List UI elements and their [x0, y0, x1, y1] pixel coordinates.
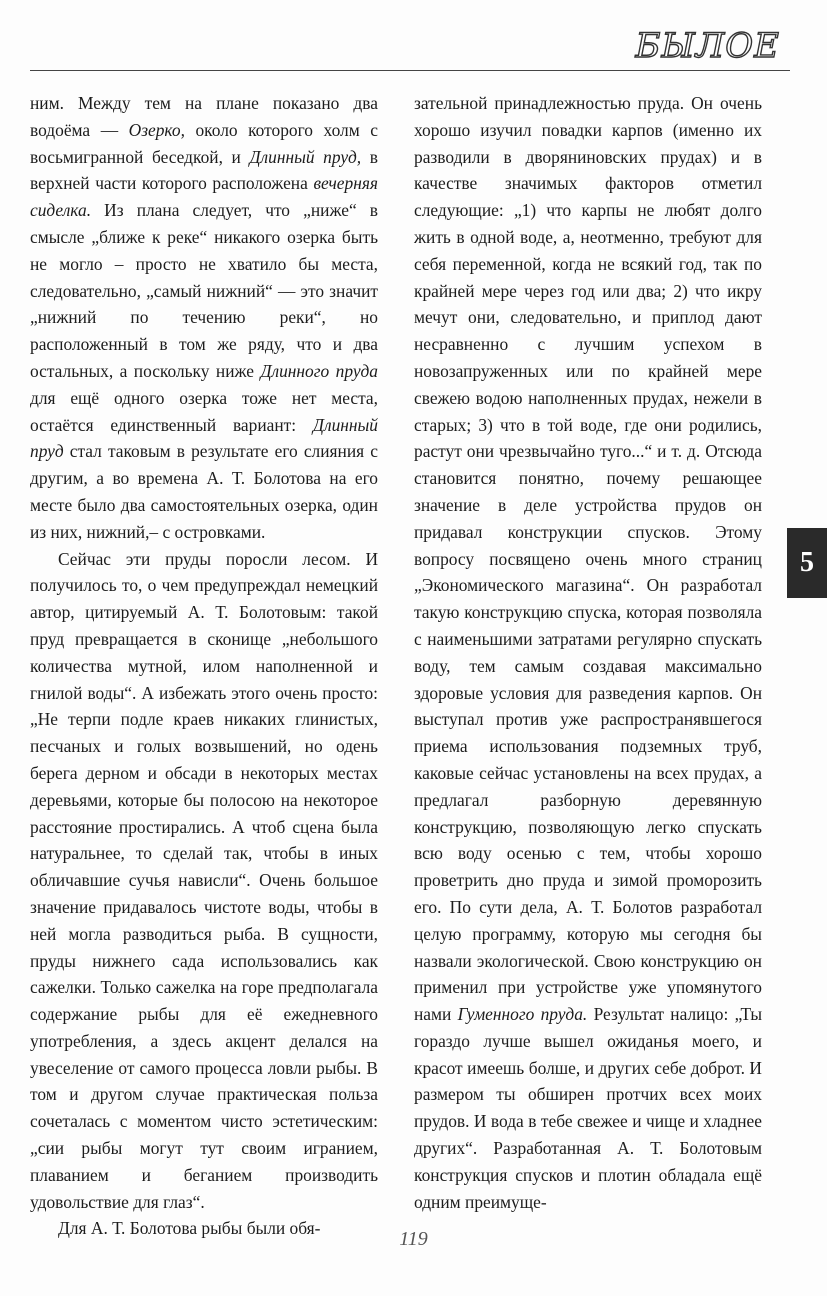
right-column: [414, 90, 762, 1215]
text-run: в верхней части которого расположена: [30, 146, 378, 194]
paragraph: Для А. Т. Болотова рыбы были обя-: [58, 1218, 321, 1239]
header-rule: [30, 70, 790, 71]
italic-text: Гуменного пруда.: [457, 1004, 588, 1025]
text-run: для ещё одного озерка тоже нет места, остаётся единственный вариант:: [30, 387, 378, 435]
running-head: [30, 22, 790, 74]
text-run: зательной принадлежностью пруда. Он очень хорошо изучил повадки карпов (именно их разводили в дворяниновских прудах) и в качестве значимых факторов отметил следующие: „1) что карпы не любят долго жить в одной воде, а, неотменно, требуют для себя переменной, когда не всякий год, так по крайней мере через год или два; 2) что икру мечут они, следовательно, и приплод дают несравненно с лучшим успехом в новозапруженных или по крайней мере свежею водою наполненных прудах, нежели в старых; 3) что в той воде, где они родились, растут они чрезвычайно туго...“ и т. д. Отсюда становится понятно, почему решающее значение в деле устройства прудов он придавал конструкции спусков. Этому вопросу посвящено очень много страниц „Экономического магазина“. Он разработал такую конструкцию спуска, которая позволяла с наименьшими затратами регулярно спускать воду, тем самым создавая максимально здоровые условия для разведения карпов. Он выступал против уже распространявшегося приема использования подземных труб, каковые сейчас установлены на всех прудах, а предлагал разборную деревянную конструкцию, позволяющую легко спускать всю воду осенью с тем, чтобы хорошо проветрить дно пруда и зимой проморозить его. По сути дела, А. Т. Болотов разработал целую программу, которую мы сегодня бы назвали экологической. Свою конструкцию он применил при устройстве уже упомянутого нами: [414, 93, 762, 1025]
paragraph: [414, 90, 762, 1215]
section-tab: 5: [787, 528, 827, 598]
text-run: ним. Между тем на плане показано два водоёма —: [30, 93, 378, 140]
paragraph: [30, 90, 378, 546]
text-run: около которого холм с восьмигранной беседкой, и: [30, 119, 378, 167]
text-run: стал таковым в результате его слияния с другим, а во времена А. Т. Болотова на его месте было два самостоятельных озерка, один из них, нижний,– с островками.: [30, 441, 378, 542]
italic-text: вечерняя сиделка.: [30, 173, 378, 221]
text-run: Из плана следует, что „ниже“ в смысле „ближе к реке“ никакого озерка быть не могло – просто не хватило бы места, следовательно, „самый нижний“ — это значит „нижний по течению реки“, но расположенный в том же ряду, что и два остальных, а поскольку ниже: [30, 200, 378, 381]
italic-text: Длинного пруда: [260, 360, 378, 381]
italic-text: Озерко,: [128, 119, 185, 140]
journal-title: БЫЛОЕ: [635, 26, 780, 66]
paragraph: Сейчас эти пруды поросли лесом. И получилось то, о чем предупреждал немецкий автор, цитируемый А. Т. Болотовым: такой пруд превращается в сконище „небольшого количества мутной, илом наполненной и гнилой воды“. А избежать этого очень просто: „Не терпи подле краев никаких глинистых, песчаных и голых возвышений, но одень берега дерном и обсади в некоторых местах деревьями, которые бы полосою на некоторое расстояние простирались. А чтоб сцена была натуральнее, то сделай так, чтобы в иных обличавшие сучья нависли“. Очень большое значение придавалось чистоте воды, чтобы в ней могла разводиться рыба. В сущности, пруды нижнего сада использовались как сажелки. Только сажелка на горе предполагала содержание рыбы для её ежедневного употребления, а здесь акцент делался на увеселение от самого процесса ловли рыбы. В том и другом случае практическая польза сочеталась с моментом чисто эстетическим: „сии рыбы могут тут своим игранием, плаванием и беганием производить удовольствие для глаз“.: [30, 548, 378, 1212]
italic-text: Длинный пруд,: [249, 146, 362, 167]
text-run: Результат налицо: „Ты гораздо лучше вышел ожиданья моего, и красот имеешь болше, и других себе доброт. И размером ты обширен протчих всех моих прудов. И вода в тебе свежее и чище и хладнее других“. Разработанная А. Т. Болотовым конструкция спусков и плотин обладала ещё одним преимуще-: [414, 1004, 762, 1212]
left-column: [30, 90, 378, 1242]
page-number: 119: [399, 1228, 428, 1250]
italic-text: Длинный пруд: [30, 414, 378, 462]
